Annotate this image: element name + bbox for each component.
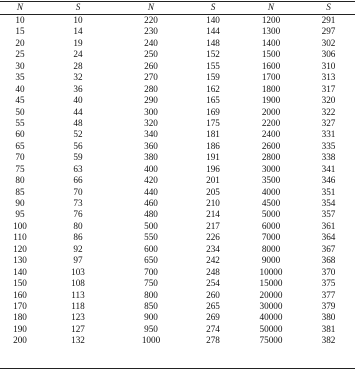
table-row [0,209,355,220]
table-cell: 63 [73,163,83,174]
table-cell: 95 [15,209,25,220]
table-cell: 140 [206,15,220,26]
table-cell: 165 [206,95,220,106]
table-cell: 381 [321,323,336,334]
table-cell: 375 [321,278,336,289]
table-cell: 1900 [261,95,281,106]
table-cell: 5000 [261,209,281,220]
table-cell: 650 [144,255,158,266]
table-cell: 25 [15,49,25,60]
table-cell: 59 [73,152,83,163]
table-cell: 160 [13,289,27,300]
table-cell: 900 [144,312,158,323]
table-cell: 280 [144,83,158,94]
table-cell: 86 [73,232,83,243]
table-cell: 127 [71,323,85,334]
table-cell: 380 [144,152,158,163]
table-cell: 65 [15,140,25,151]
table-cell: 400 [144,163,158,174]
table-cell: 14 [73,26,83,37]
table-row [0,49,355,60]
table-cell: 80 [15,175,25,186]
table-cell: 32 [73,72,83,83]
table-row [0,312,355,323]
table-cell: 368 [321,255,336,266]
column-header: N [147,2,155,13]
table-cell: 30 [15,60,25,71]
table-cell: 152 [206,49,220,60]
table-cell: 440 [144,186,158,197]
table-cell: 226 [206,232,220,243]
table-cell: 331 [321,129,336,140]
table-cell: 950 [144,323,158,334]
table-cell: 800 [144,289,158,300]
table-row [0,198,355,209]
table-cell: 40000 [259,312,283,323]
table-row [0,290,355,301]
table-cell: 230 [144,26,158,37]
table-cell: 310 [321,60,336,71]
table-cell: 10000 [259,266,283,277]
table-cell: 340 [144,129,158,140]
table-cell: 1300 [261,26,281,37]
table-cell: 44 [73,106,83,117]
table-cell: 265 [206,300,220,311]
table-cell: 10 [73,15,83,26]
table-cell: 254 [206,278,220,289]
table-row [0,72,355,83]
table-row [0,38,355,49]
table-row [0,324,355,335]
table-cell: 144 [206,26,220,37]
table-header-row [0,2,355,14]
table-cell: 357 [321,209,336,220]
table-cell: 8000 [261,243,281,254]
table-cell: 550 [144,232,158,243]
table-cell: 50000 [259,323,283,334]
table-cell: 320 [144,117,158,128]
table-row [0,221,355,232]
table-row [0,255,355,266]
table-cell: 322 [321,106,336,117]
table-cell: 36 [73,83,83,94]
table-cell: 108 [71,278,85,289]
table-cell: 269 [206,312,220,323]
table-row [0,14,355,26]
table-cell: 1000 [141,335,161,346]
table-cell: 2000 [261,106,281,117]
table-row [0,301,355,312]
column-header: S [326,2,331,13]
table-cell: 191 [206,152,220,163]
table-cell: 97 [73,255,83,266]
table-cell: 90 [15,198,25,209]
table-row [0,175,355,186]
table-cell: 214 [206,209,220,220]
table-cell: 420 [144,175,158,186]
table-cell: 210 [206,198,220,209]
table-cell: 364 [321,232,336,243]
table-row [0,61,355,72]
table-cell: 379 [321,300,336,311]
table-cell: 480 [144,209,158,220]
table-cell: 4000 [261,186,281,197]
column-header: S [210,2,216,13]
table-cell: 500 [144,220,158,231]
table-cell: 20000 [259,289,283,300]
table-cell: 92 [73,243,83,254]
table-body [0,14,355,347]
table-row [0,152,355,163]
table-cell: 380 [321,312,336,323]
bottom-rule [0,368,355,369]
table-cell: 201 [206,175,220,186]
table-cell: 30000 [259,300,283,311]
table-cell: 750 [144,278,158,289]
table-row [0,95,355,106]
table-cell: 1400 [261,37,281,48]
table-cell: 85 [15,186,25,197]
table-cell: 4500 [261,198,281,209]
table-cell: 260 [144,60,158,71]
table-cell: 360 [144,140,158,151]
table-cell: 52 [73,129,83,140]
table-cell: 274 [206,323,220,334]
table-row [0,164,355,175]
table-row [0,84,355,95]
table-cell: 291 [321,15,336,26]
table-cell: 35 [15,72,25,83]
table-row [0,118,355,129]
table-cell: 242 [206,255,220,266]
table-cell: 377 [321,289,336,300]
table-cell: 7000 [261,232,281,243]
table-cell: 50 [15,106,25,117]
table-cell: 370 [321,266,336,277]
table-cell: 313 [321,72,336,83]
table-cell: 28 [73,60,83,71]
table-row [0,129,355,140]
table-cell: 850 [144,300,158,311]
table-cell: 1200 [261,15,281,26]
table-cell: 290 [144,95,158,106]
column-header: N [16,2,24,13]
table-cell: 170 [13,300,27,311]
table-cell: 180 [13,312,27,323]
table-cell: 2600 [261,140,281,151]
table-cell: 120 [13,243,27,254]
table-cell: 181 [206,129,220,140]
table-cell: 70 [15,152,25,163]
table-cell: 19 [73,37,83,48]
table-cell: 159 [206,72,220,83]
table-cell: 60 [15,129,25,140]
table-cell: 48 [73,117,83,128]
table-cell: 148 [206,37,220,48]
table-cell: 341 [321,163,336,174]
table-cell: 10 [15,15,25,26]
table-cell: 1500 [261,49,281,60]
table-cell: 130 [13,255,27,266]
table-cell: 118 [71,300,85,311]
table-cell: 155 [206,60,220,71]
table-cell: 317 [321,83,336,94]
table-cell: 15 [15,26,25,37]
sample-size-table [0,2,355,347]
table-cell: 205 [206,186,220,197]
table-cell: 196 [206,163,220,174]
table-cell: 100 [13,220,27,231]
table-cell: 382 [321,335,336,346]
table-cell: 3500 [261,175,281,186]
table-cell: 361 [321,220,336,231]
table-row [0,141,355,152]
table-cell: 73 [73,198,83,209]
table-row [0,107,355,118]
table-cell: 175 [206,117,220,128]
table-row [0,232,355,243]
table-cell: 1600 [261,60,281,71]
table-cell: 186 [206,140,220,151]
table-row [0,278,355,289]
table-cell: 346 [321,175,336,186]
table-cell: 270 [144,72,158,83]
table-cell: 300 [144,106,158,117]
table-cell: 40 [15,83,25,94]
table-cell: 75 [15,163,25,174]
table-cell: 9000 [261,255,281,266]
table-cell: 162 [206,83,220,94]
table-cell: 110 [13,232,27,243]
table-cell: 56 [73,140,83,151]
table-cell: 234 [206,243,220,254]
table-cell: 200 [13,335,27,346]
column-header: S [75,2,81,13]
table-cell: 70 [73,186,83,197]
table-cell: 327 [321,117,336,128]
table-cell: 320 [321,95,336,106]
table-row [0,244,355,255]
table-cell: 240 [144,37,158,48]
table-cell: 1800 [261,83,281,94]
table-cell: 248 [206,266,220,277]
table-cell: 150 [13,278,27,289]
table-row [0,335,355,346]
table-cell: 15000 [259,278,283,289]
table-cell: 3000 [261,163,281,174]
table-cell: 103 [71,266,85,277]
table-cell: 351 [321,186,336,197]
table-cell: 220 [144,15,158,26]
table-cell: 113 [71,289,85,300]
table-cell: 6000 [261,220,281,231]
table-cell: 302 [321,37,336,48]
table-cell: 76 [73,209,83,220]
table-cell: 217 [206,220,220,231]
table-cell: 40 [73,95,83,106]
table-cell: 1700 [261,72,281,83]
table-cell: 20 [15,37,25,48]
table-cell: 66 [73,175,83,186]
table-cell: 600 [144,243,158,254]
column-header: N [267,2,275,13]
table-cell: 367 [321,243,336,254]
table-cell: 250 [144,49,158,60]
table-cell: 278 [206,335,220,346]
table-cell: 190 [13,323,27,334]
table-row [0,26,355,37]
table-cell: 169 [206,106,220,117]
table-cell: 80 [73,220,83,231]
table-cell: 354 [321,198,336,209]
table-cell: 700 [144,266,158,277]
table-cell: 140 [13,266,27,277]
table-cell: 335 [321,140,336,151]
table-cell: 2800 [261,152,281,163]
table-cell: 338 [321,152,336,163]
table-cell: 297 [321,26,336,37]
table-row [0,267,355,278]
table-cell: 2400 [261,129,281,140]
table-cell: 55 [15,117,25,128]
table-row [0,187,355,198]
table-cell: 75000 [259,335,283,346]
table-cell: 132 [71,335,85,346]
table-cell: 460 [144,198,158,209]
table-cell: 123 [71,312,85,323]
table-cell: 24 [73,49,83,60]
table-cell: 260 [206,289,220,300]
table-cell: 306 [321,49,336,60]
table-cell: 2200 [261,117,281,128]
table-cell: 45 [15,95,25,106]
